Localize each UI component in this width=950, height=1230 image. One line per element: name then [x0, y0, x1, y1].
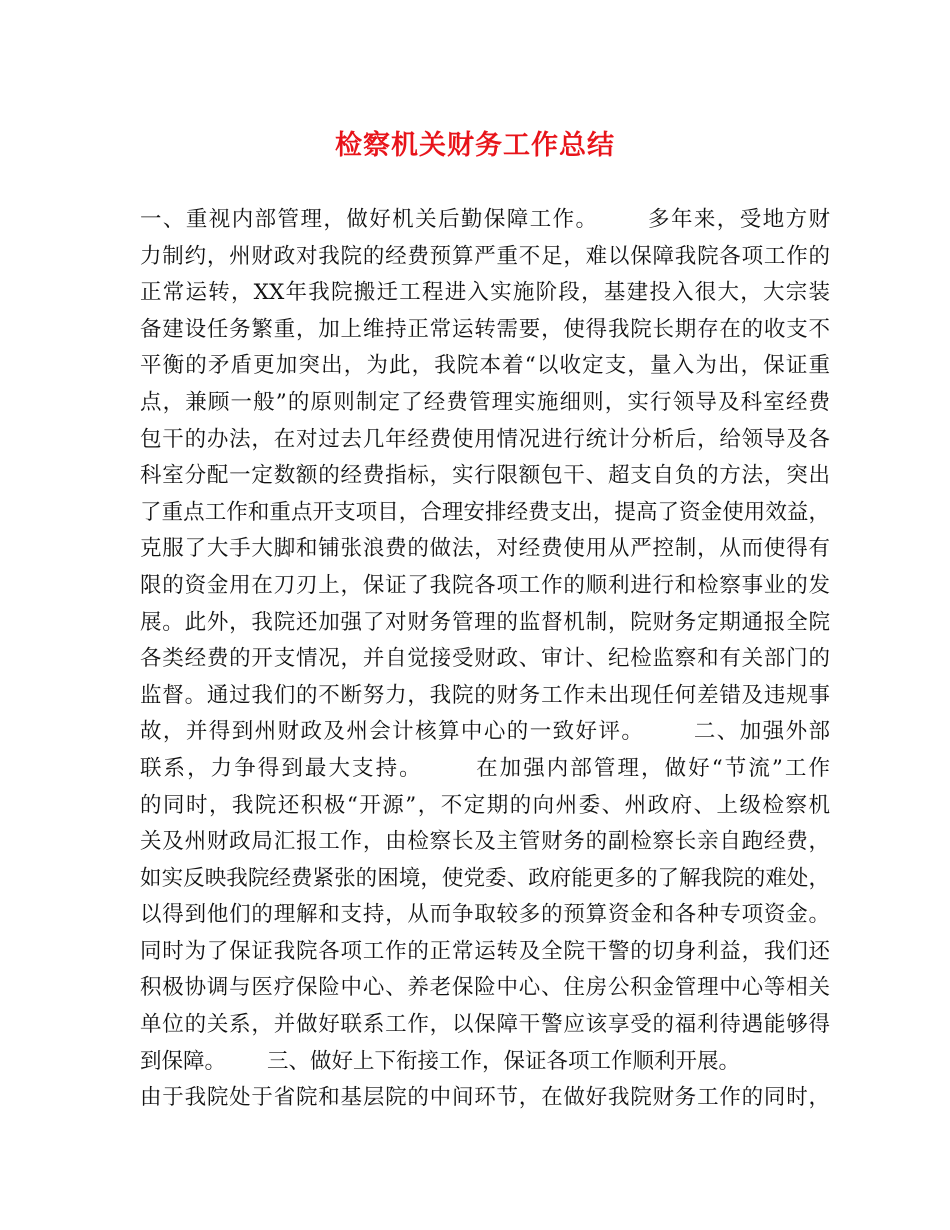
body-line: 到保障。 三、做好上下衔接工作，保证各项工作顺利开展。: [140, 1048, 741, 1074]
body-line: 积极协调与医疗保险中心、养老保险中心、住房公积金管理中心等相关: [140, 975, 830, 1001]
body-line: 备建设任务繁重，加上维持正常运转需要，使得我院长期存在的收支不: [140, 316, 830, 342]
document-title: 检察机关财务工作总结: [335, 130, 615, 161]
body-line: 故，并得到州财政及州会计核算中心的一致好评。 二、加强外部: [140, 719, 830, 745]
body-line: 关及州财政局汇报工作，由检察长及主管财务的副检察长亲自跑经费，: [140, 829, 830, 855]
body-line: 平衡的矛盾更加突出，为此，我院本着“以收定支，量入为出，保证重: [140, 353, 830, 379]
body-line: 限的资金用在刀刃上，保证了我院各项工作的顺利进行和检察事业的发: [140, 572, 830, 598]
body-line: 包干的办法，在对过去几年经费使用情况进行统计分析后，给领导及各: [140, 426, 830, 452]
body-line: 展。此外，我院还加强了对财务管理的监督机制，院财务定期通报全院: [140, 609, 830, 635]
body-line: 联系，力争得到最大支持。 在加强内部管理，做好“节流”工作: [140, 755, 830, 781]
body-line: 监督。通过我们的不断努力，我院的财务工作未出现任何差错及违规事: [140, 682, 830, 708]
body-line: 科室分配一定数额的经费指标，实行限额包干、超支自负的方法，突出: [140, 463, 830, 489]
body-line: 的同时，我院还积极“开源”，不定期的向州委、州政府、上级检察机: [140, 792, 830, 818]
body-line: 一、重视内部管理，做好机关后勤保障工作。 多年来，受地方财: [140, 207, 830, 232]
body-line: 同时为了保证我院各项工作的正常运转及全院干警的切身利益，我们还: [140, 938, 830, 964]
body-line: 了重点工作和重点开支项目，合理安排经费支出，提高了资金使用效益，: [140, 499, 830, 525]
body-line: 点，兼顾一般”的原则制定了经费管理实施细则，实行领导及科室经费: [140, 389, 830, 415]
body-line: 单位的关系，并做好联系工作，以保障干警应该享受的福利待遇能够得: [140, 1012, 830, 1038]
body-line: 力制约，州财政对我院的经费预算严重不足，难以保障我院各项工作的: [140, 243, 830, 269]
body-line: 由于我院处于省院和基层院的中间环节，在做好我院财务工作的同时，: [140, 1085, 830, 1111]
body-line: 克服了大手大脚和铺张浪费的做法，对经费使用从严控制，从而使得有: [140, 536, 830, 562]
document-body: [140, 202, 830, 1117]
body-line: 以得到他们的理解和支持，从而争取较多的预算资金和各种专项资金。: [140, 902, 830, 928]
body-line: 各类经费的开支情况，并自觉接受财政、审计、纪检监察和有关部门的: [140, 646, 830, 672]
body-line: 如实反映我院经费紧张的困境，使党委、政府能更多的了解我院的难处，: [140, 865, 830, 891]
body-line: 正常运转，XX年我院搬迁工程进入实施阶段，基建投入很大，大宗装: [140, 280, 830, 306]
